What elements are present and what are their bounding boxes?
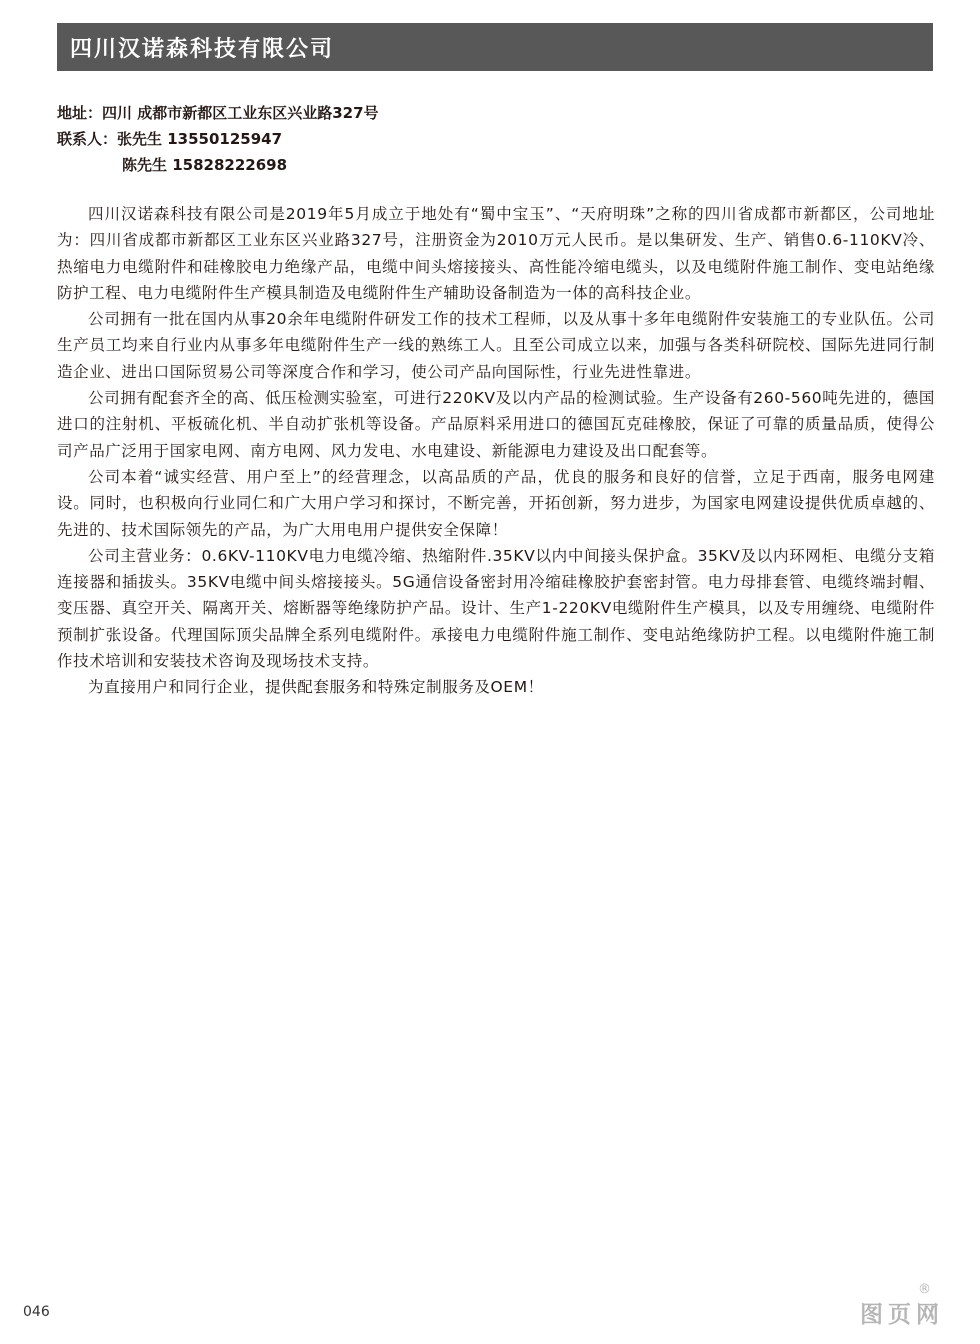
watermark-text: 图页网	[860, 1302, 944, 1328]
paragraph-philosophy: 公司本着“诚实经营、用户至上”的经营理念，以高品质的产品，优良的服务和良好的信誉，立足于西南，服务电网建设。同时，也积极向行业同仁和广大用户学习和探讨，不断完善，开拓创新，努力进步，为国家电网建设提供优质卓越的、先进的、技术国际领先的产品，为广大用电用户提供安全保障！	[57, 467, 935, 539]
watermark-logo	[860, 1282, 944, 1329]
paragraph-business: 公司主营业务：0.6KV-110KV电力电缆冷缩、热缩附件.35KV以内中间接头保护盒。35KV及以内环网柜、电缆分支箱连接器和插拔头。35KV电缆中间头熔接接头。5G通信设备密封用冷缩硅橡胶护套密封管。电力母排套管、电缆终端封帽、变压器、真空开关、隔离开关、熔断器等绝缘防护产品。设计、生产1-220KV电缆附件生产模具，以及专用缠绕、电缆附件预制扩张设备。代理国际顶尖品牌全系列电缆附件。承接电力电缆附件施工制作、变电站绝缘防护工程。以电缆附件施工制作技术培训和安装技术咨询及现场技术支持。	[57, 546, 935, 671]
title-bar	[57, 23, 933, 71]
contact-person-line-2: 陈先生 15828222698	[122, 156, 288, 174]
address-line: 地址：四川 成都市新都区工业东区兴业路327号	[57, 104, 379, 122]
page-number: 046	[23, 1304, 50, 1320]
company-description	[57, 201, 935, 701]
contact-block	[57, 100, 379, 178]
contact-person-line: 联系人：张先生 13550125947	[57, 130, 283, 148]
company-title: 四川汉诺森科技有限公司	[70, 36, 335, 62]
paragraph-intro: 四川汉诺森科技有限公司是2019年5月成立于地处有“蜀中宝玉”、“天府明珠”之称的四川省成都市新都区，公司地址为：四川省成都市新都区工业东区兴业路327号，注册资金为2010万元人民币。是以集研发、生产、销售0.6-110KV冷、热缩电力电缆附件和硅橡胶电力绝缘产品，电缆中间头熔接接头、高性能冷缩电缆头，以及电缆附件施工制作、变电站绝缘防护工程、电力电缆附件生产模具制造及电缆附件生产辅助设备制造为一体的高科技企业。	[57, 205, 935, 302]
paragraph-team: 公司拥有一批在国内从事20余年电缆附件研发工作的技术工程师，以及从事十多年电缆附件安装施工的专业队伍。公司生产员工均来自行业内从事多年电缆附件生产一线的熟练工人。且至公司成立以来，加强与各类科研院校、国际先进同行制造企业、进出口国际贸易公司等深度合作和学习，使公司产品向国际性，行业先进性靠进。	[57, 310, 935, 381]
paragraph-oem: 为直接用户和同行企业，提供配套服务和特殊定制服务及OEM！	[88, 678, 544, 697]
paragraph-equipment: 公司拥有配套齐全的高、低压检测实验室，可进行220KV及以内产品的检测试验。生产设备有260-560吨先进的，德国进口的注射机、平板硫化机、半自动扩张机等设备。产品原料采用进口的德国瓦克硅橡胶，保证了可靠的质量品质，使得公司产品广泛用于国家电网、南方电网、风力发电、水电建设、新能源电力建设及出口配套等。	[57, 389, 935, 460]
registered-mark-icon: ®	[918, 1282, 931, 1297]
